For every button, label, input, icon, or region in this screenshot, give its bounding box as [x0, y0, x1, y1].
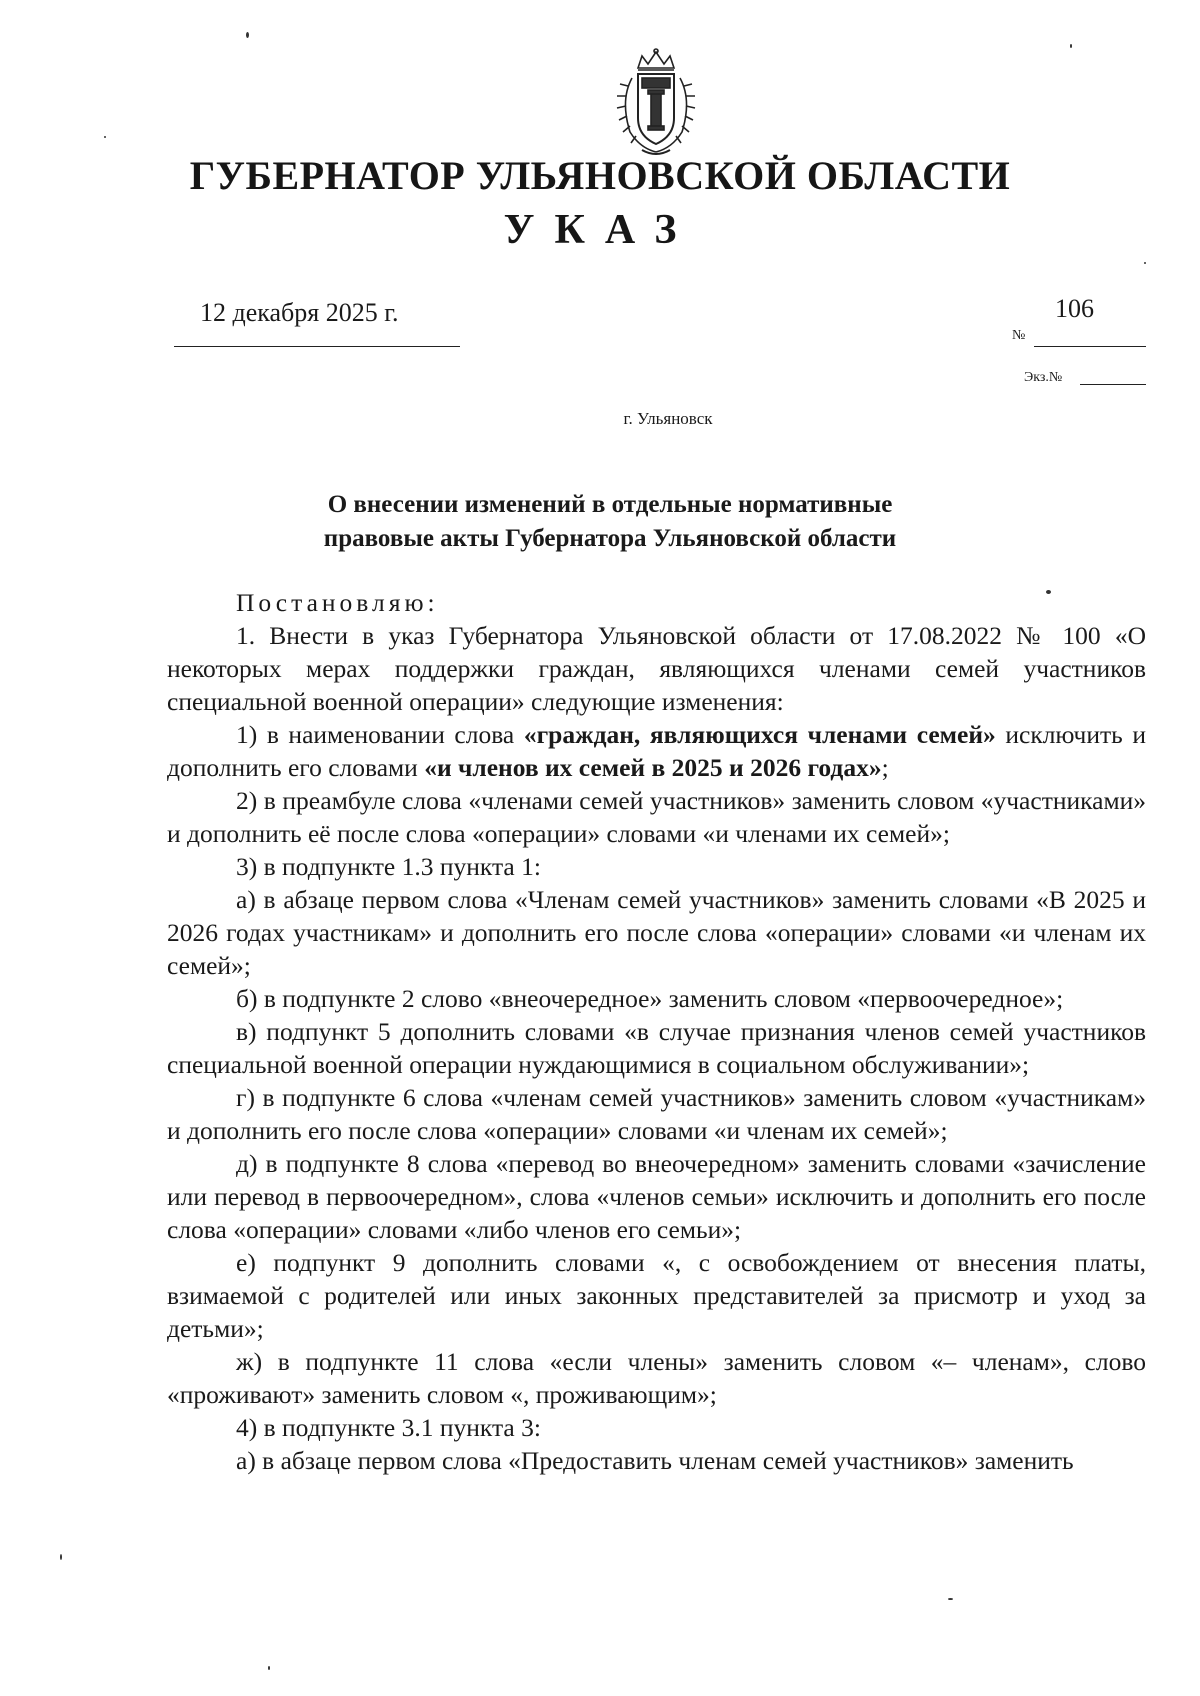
paragraph-2-bold-2: «и членов их семей в 2025 и 2026 годах»: [424, 753, 882, 782]
copy-number-label: Экз.№: [1024, 370, 1063, 385]
scan-speck: [1046, 590, 1051, 594]
paragraph-8: г) в подпункте 6 слова «членам семей участников» заменить словом «участникам» и дополнить его после слова «операции» словами «и членам их семей»;: [167, 1083, 1146, 1145]
paragraph-10: е) подпункт 9 дополнить словами «, с освобождением от внесения платы, взимаемой с родителей или иных законных представителей за присмотр и уход за детьми»;: [167, 1248, 1146, 1343]
scan-speck: [1144, 262, 1146, 264]
paragraph-5: а) в абзаце первом слова «Членам семей участников» заменить словами «В 2025 и 2026 годах участникам» и дополнить его после слова «операции» словами «и членам их семей»;: [167, 885, 1146, 980]
paragraph-2-bold-1: «граждан, являющихся членами семей»: [523, 720, 996, 749]
paragraph-2-post: ;: [881, 753, 889, 782]
number-underline: [1034, 346, 1146, 347]
number-label: №: [1012, 328, 1026, 343]
paragraph-3: 2) в преамбуле слова «членами семей участников» заменить словом «участниками» и дополнить её после слова «операции» словами «и членами их семей»;: [167, 786, 1146, 848]
decree-word: Постановляю:: [236, 588, 439, 617]
scan-speck: [1070, 44, 1072, 48]
document-type: УКАЗ: [503, 207, 697, 253]
city: г. Ульяновск: [623, 409, 713, 428]
scan-speck: [60, 1554, 62, 1560]
document-date: 12 декабря 2025 г.: [200, 298, 399, 327]
paragraph-7: в) подпункт 5 дополнить словами «в случае признания членов семей участников специальной военной операции нуждающимися в социальном обслуживании»;: [167, 1017, 1146, 1079]
document-number: 106: [1055, 294, 1094, 323]
document-title-line-1: О внесении изменений в отдельные нормативные: [327, 491, 893, 518]
paragraph-2-pre: 1) в наименовании слова: [236, 720, 524, 749]
paragraph-6: б) в подпункте 2 слово «внеочередное» заменить словом «первоочередное»;: [236, 984, 1064, 1013]
date-underline: [174, 346, 460, 347]
paragraph-2-mid: исключить и дополнить его словами: [167, 720, 1146, 782]
document-title-line-2: правовые акты Губернатора Ульяновской области: [323, 525, 897, 552]
scan-speck: [268, 1666, 270, 1670]
paragraph-11: ж) в подпункте 11 слова «если члены» заменить словом «– членам», слово «проживают» заменить словом «, проживающим»;: [167, 1347, 1146, 1409]
paragraph-9: д) в подпункте 8 слова «перевод во внеочередном» заменить словами «зачисление или перевод в первоочередном», слова «членов семьи» исключить и дополнить его после слова «операции» словами «либо членов его семьи»;: [167, 1149, 1146, 1244]
scan-speck: [104, 136, 106, 138]
coat-of-arms-icon: [608, 48, 704, 160]
paragraph-2: [167, 718, 1146, 784]
paragraph-1: 1. Внести в указ Губернатора Ульяновской области от 17.08.2022 № 100 «О некоторых мерах поддержки граждан, являющихся членами семей участников специальной военной операции» следующие изменения:: [167, 621, 1146, 716]
paragraph-13: а) в абзаце первом слова «Предоставить членам семей участников» заменить: [236, 1446, 1074, 1475]
copy-number-underline: [1080, 384, 1146, 385]
scan-speck: [948, 1598, 953, 1600]
paragraph-12: 4) в подпункте 3.1 пункта 3:: [236, 1413, 541, 1442]
document-body: [167, 586, 1146, 1477]
issuing-authority: ГУБЕРНАТОР УЛЬЯНОВСКОЙ ОБЛАСТИ: [189, 153, 1011, 198]
document-title: [0, 488, 1200, 556]
scan-speck: [246, 32, 249, 38]
paragraph-4: 3) в подпункте 1.3 пункта 1:: [236, 852, 541, 881]
